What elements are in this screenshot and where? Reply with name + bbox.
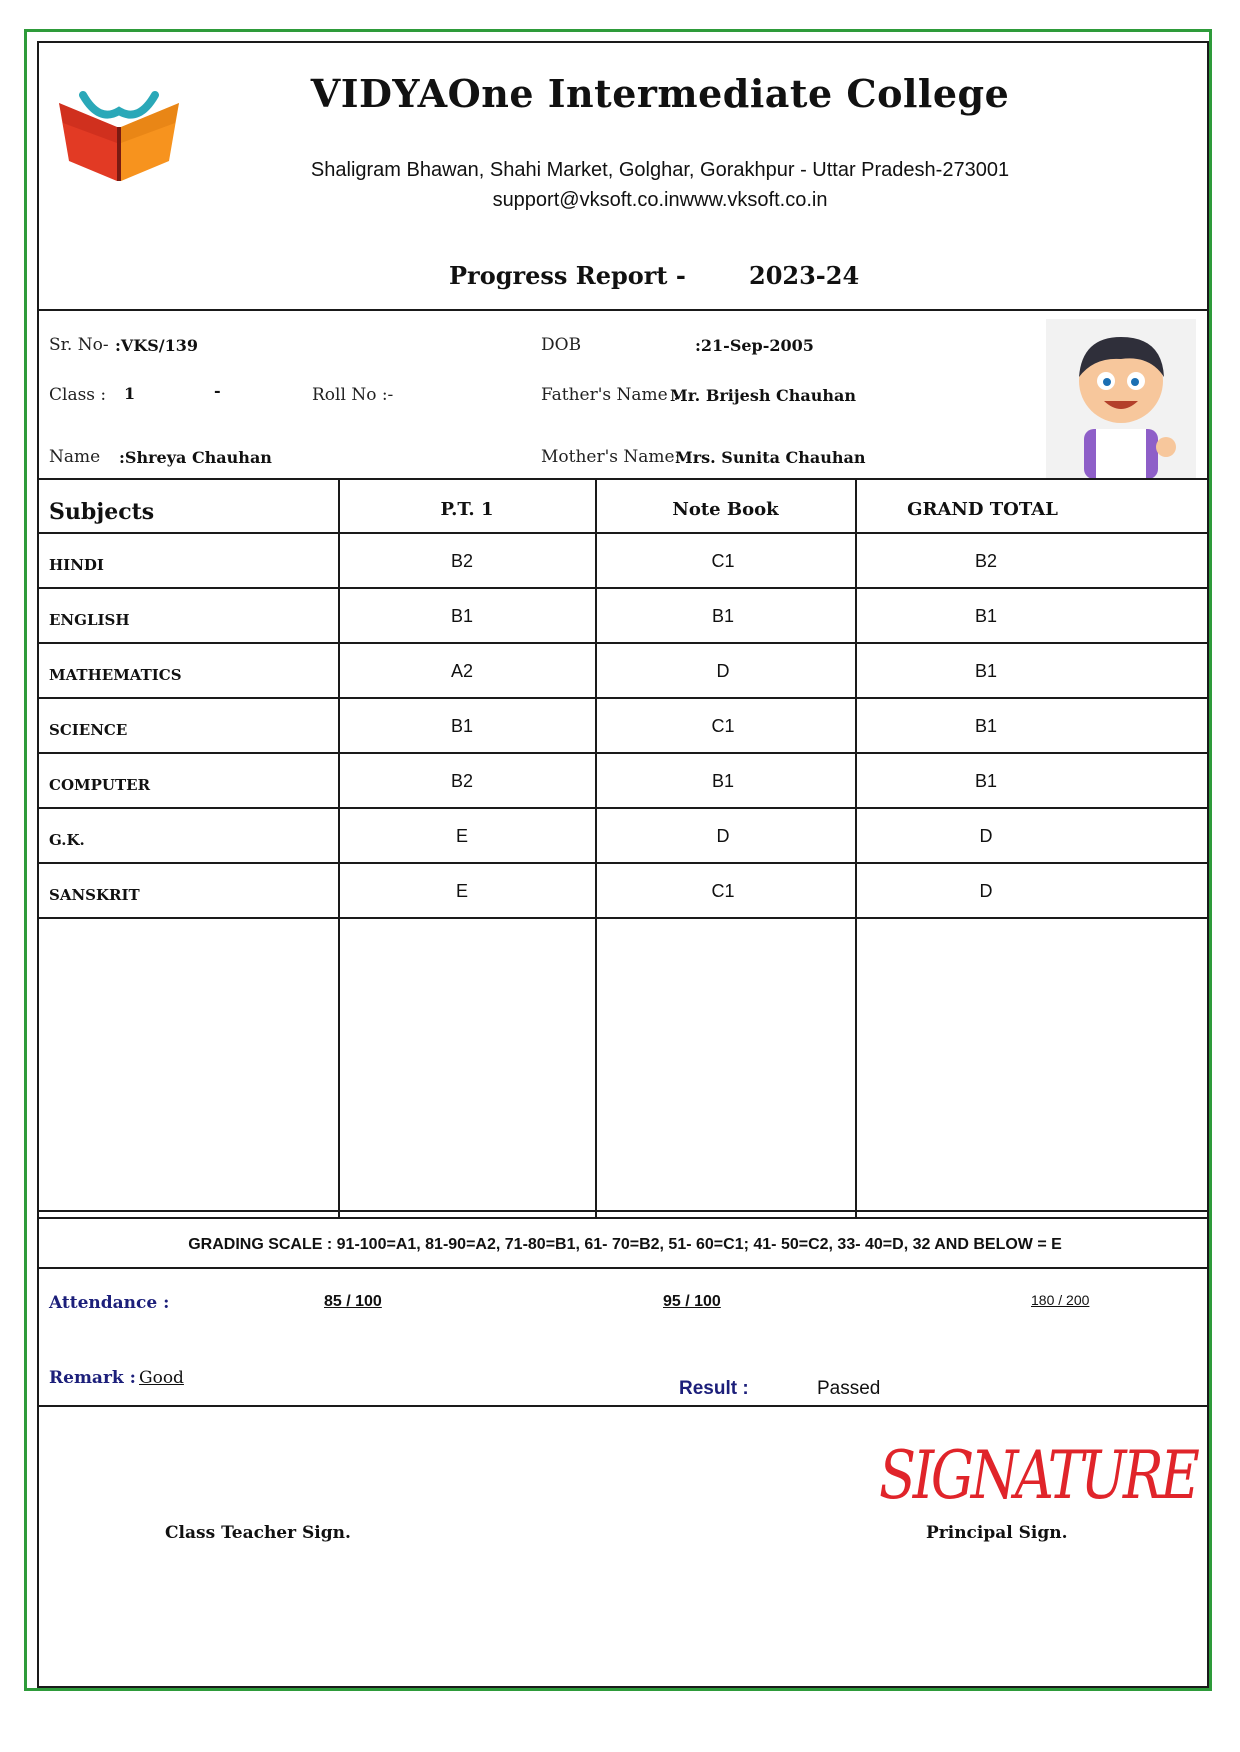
school-contact: support@vksoft.co.inwww.vksoft.co.in (492, 189, 828, 211)
row-divider (39, 642, 1207, 644)
remark-label: Remark : (49, 1368, 136, 1388)
result-label: Result : (679, 1378, 749, 1399)
grade-pt1: A2 (450, 661, 474, 681)
grade-notebook: D (716, 661, 730, 681)
subject-name: HINDI (49, 556, 104, 574)
report-card (37, 41, 1209, 1688)
father-name-label: Father's Name : (541, 385, 679, 405)
subject-name: SCIENCE (49, 721, 128, 739)
grade-total: D (979, 881, 993, 901)
grade-notebook: C1 (711, 551, 735, 571)
row-divider (39, 917, 1207, 919)
grade-total: B2 (974, 551, 998, 571)
row-divider (39, 697, 1207, 699)
remark-value: Good (139, 1368, 184, 1388)
report-title: Progress Report - (449, 261, 686, 290)
header-notebook: Note Book (672, 499, 779, 520)
grade-pt1: E (455, 826, 468, 846)
class-value: 1 (124, 384, 136, 403)
roll-no-label: Roll No :- (312, 385, 394, 405)
father-name-value: Mr. Brijesh Chauhan (670, 386, 857, 405)
result-value: Passed (817, 1378, 881, 1399)
grade-notebook: C1 (711, 881, 735, 901)
grade-pt1: E (455, 881, 468, 901)
grade-pt1: B1 (450, 606, 474, 626)
grade-pt1: B2 (450, 551, 474, 571)
grade-pt1: B1 (450, 716, 474, 736)
subject-name: COMPUTER (49, 776, 151, 794)
subject-name: G.K. (49, 831, 85, 849)
section-value: - (214, 381, 221, 400)
grade-notebook: D (716, 826, 730, 846)
student-photo (1046, 319, 1196, 479)
grade-notebook: C1 (711, 716, 735, 736)
header-subjects: Subjects (49, 499, 155, 525)
name-value: :Shreya Chauhan (119, 448, 272, 467)
row-divider (39, 862, 1207, 864)
subject-name: ENGLISH (49, 611, 130, 629)
dob-label: DOB (541, 335, 582, 355)
grade-total: D (979, 826, 993, 846)
sr-no-value: :VKS/139 (115, 336, 199, 355)
grade-pt1: B2 (450, 771, 474, 791)
mother-name-label: Mother's Name: (541, 447, 681, 467)
row-divider (39, 807, 1207, 809)
row-divider (39, 752, 1207, 754)
sr-no-label: Sr. No- (49, 335, 109, 355)
attendance-notebook: 95 / 100 (663, 1293, 721, 1310)
grade-total: B1 (974, 661, 998, 681)
attendance-label: Attendance : (49, 1293, 170, 1313)
attendance-pt1: 85 / 100 (324, 1293, 382, 1310)
name-label: Name (49, 447, 101, 467)
school-address: Shaligram Bhawan, Shahi Market, Golghar, Gorakhpur - Uttar Pradesh-273001 (310, 159, 1010, 181)
principal-signature: SIGNATURE (879, 1437, 1197, 1514)
grade-notebook: B1 (711, 606, 735, 626)
grade-total: B1 (974, 771, 998, 791)
grade-notebook: B1 (711, 771, 735, 791)
report-session: 2023-24 (749, 261, 860, 290)
row-divider (39, 587, 1207, 589)
grading-scale: GRADING SCALE : 91-100=A1, 81-90=A2, 71-80=B1, 61- 70=B2, 51- 60=C1; 41- 50=C2, 33- 40=D, 32 AND BELOW = E (188, 1236, 1062, 1253)
mother-name-value: Mrs. Sunita Chauhan (675, 448, 866, 467)
class-teacher-sign-label: Class Teacher Sign. (165, 1523, 351, 1543)
header-grand-total: GRAND TOTAL (907, 499, 1058, 520)
dob-value: :21-Sep-2005 (695, 336, 814, 355)
attendance-total: 180 / 200 (1031, 1292, 1090, 1308)
school-name: VIDYAOne Intermediate College (310, 71, 1010, 116)
grade-total: B1 (974, 606, 998, 626)
subject-name: MATHEMATICS (49, 666, 182, 684)
principal-sign-label: Principal Sign. (926, 1523, 1068, 1543)
subject-name: SANSKRIT (49, 886, 140, 904)
class-label: Class : (49, 385, 107, 405)
grade-total: B1 (974, 716, 998, 736)
header-pt1: P.T. 1 (440, 499, 494, 520)
